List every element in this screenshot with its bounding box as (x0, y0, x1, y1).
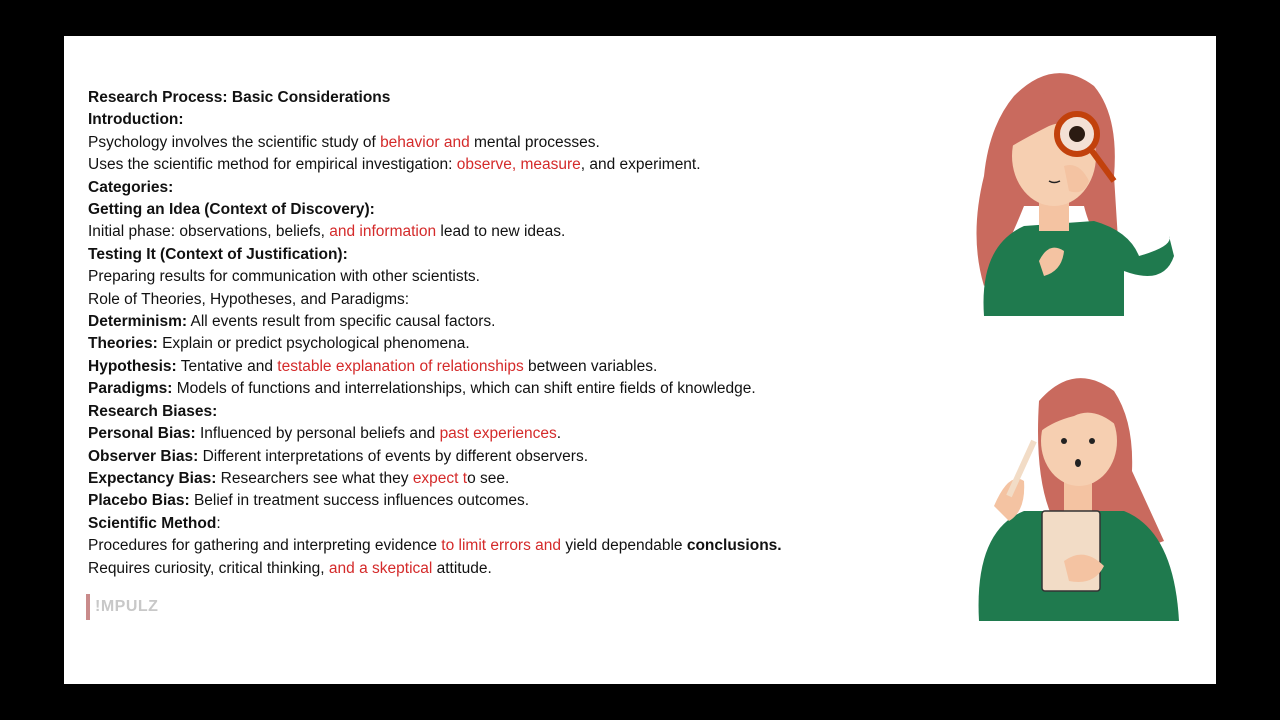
text-segment: , and experiment. (580, 156, 701, 174)
highlighted-text: and a skeptical (328, 559, 433, 577)
text-line (88, 177, 948, 199)
text-segment: between variables. (523, 357, 658, 375)
woman-thinking-notepad-illustration (964, 361, 1194, 626)
text-segment: All events result from specific causal factors. (187, 313, 496, 331)
text-line (88, 333, 948, 355)
text-segment: Role of Theories, Hypotheses, and Paradigms: (88, 290, 410, 308)
text-line (88, 558, 948, 580)
bold-text: Getting an Idea (Context of Discovery): (88, 201, 375, 219)
bold-text: Determinism: (88, 313, 188, 331)
text-segment: attitude. (432, 559, 492, 577)
text-line (88, 468, 948, 490)
text-segment: . (556, 425, 562, 443)
woman-magnifying-glass-illustration (954, 56, 1194, 316)
slide-text (88, 87, 948, 580)
highlighted-text: and information (329, 223, 437, 241)
text-segment: o see. (467, 469, 510, 487)
text-line (88, 289, 948, 311)
bold-text: Personal Bias: (88, 425, 196, 443)
bold-text: Research Process: Basic Considerations (88, 89, 391, 106)
highlighted-text: observe, measure (456, 156, 581, 174)
text-segment: Initial phase: observations, beliefs, (88, 223, 330, 241)
text-line (88, 221, 948, 243)
text-line (88, 378, 948, 400)
text-segment: Uses the scientific method for empirical investigation: (88, 156, 457, 174)
bold-text: Expectancy Bias: (88, 469, 217, 487)
bold-text: Hypothesis: (88, 357, 177, 375)
text-segment: Psychology involves the scientific study of (88, 133, 381, 151)
text-line (88, 266, 948, 288)
text-segment: Explain or predict psychological phenomena. (157, 335, 470, 353)
text-segment: Researchers see what they (216, 469, 413, 487)
text-segment: Preparing results for communication with other scientists. (88, 268, 480, 286)
highlighted-text: expect t (412, 469, 468, 487)
text-segment: Requires curiosity, critical thinking, (88, 559, 329, 577)
highlighted-text: past experiences (439, 425, 557, 443)
highlighted-text: to limit errors and (441, 537, 562, 555)
highlighted-text: testable explanation of relationships (277, 357, 524, 375)
text-line (88, 513, 948, 535)
text-segment: yield dependable (561, 537, 687, 555)
text-line (88, 244, 948, 266)
text-line (88, 87, 948, 109)
text-line (88, 356, 948, 378)
text-segment: Belief in treatment success influences outcomes. (189, 492, 530, 510)
logo-text: !MPULZ (95, 598, 159, 615)
text-segment: : (216, 514, 221, 532)
text-segment: Tentative and (176, 357, 278, 375)
text-segment: lead to new ideas. (436, 223, 566, 241)
bold-text: conclusions. (686, 537, 782, 555)
highlighted-text: behavior and (380, 133, 470, 151)
bold-text: Theories: (88, 335, 158, 353)
logo-bar (86, 594, 90, 620)
text-line (88, 154, 948, 176)
text-line (88, 109, 948, 131)
bold-text: Testing It (Context of Justification): (88, 245, 348, 263)
bold-text: Introduction: (88, 111, 184, 129)
text-line (88, 490, 948, 512)
bold-text: Placebo Bias: (88, 492, 190, 510)
bold-text: Categories: (88, 178, 174, 196)
text-segment: mental processes. (469, 133, 600, 151)
text-segment: Procedures for gathering and interpreting evidence (88, 537, 442, 555)
text-line (88, 446, 948, 468)
slide (64, 36, 1216, 684)
bold-text: Research Biases: (88, 402, 218, 420)
bold-text: Scientific Method (88, 514, 217, 532)
text-segment: Models of functions and interrelationships, which can shift entire fields of knowledge. (172, 380, 756, 398)
text-line (88, 423, 948, 445)
bold-text: Paradigms: (88, 380, 173, 398)
bold-text: Observer Bias: (88, 447, 199, 465)
watermark-logo (86, 594, 158, 620)
text-line (88, 132, 948, 154)
text-line (88, 535, 948, 557)
text-line (88, 199, 948, 221)
text-segment: Influenced by personal beliefs and (195, 425, 440, 443)
text-segment: Different interpretations of events by different observers. (198, 447, 588, 465)
text-line (88, 311, 948, 333)
text-line (88, 401, 948, 423)
